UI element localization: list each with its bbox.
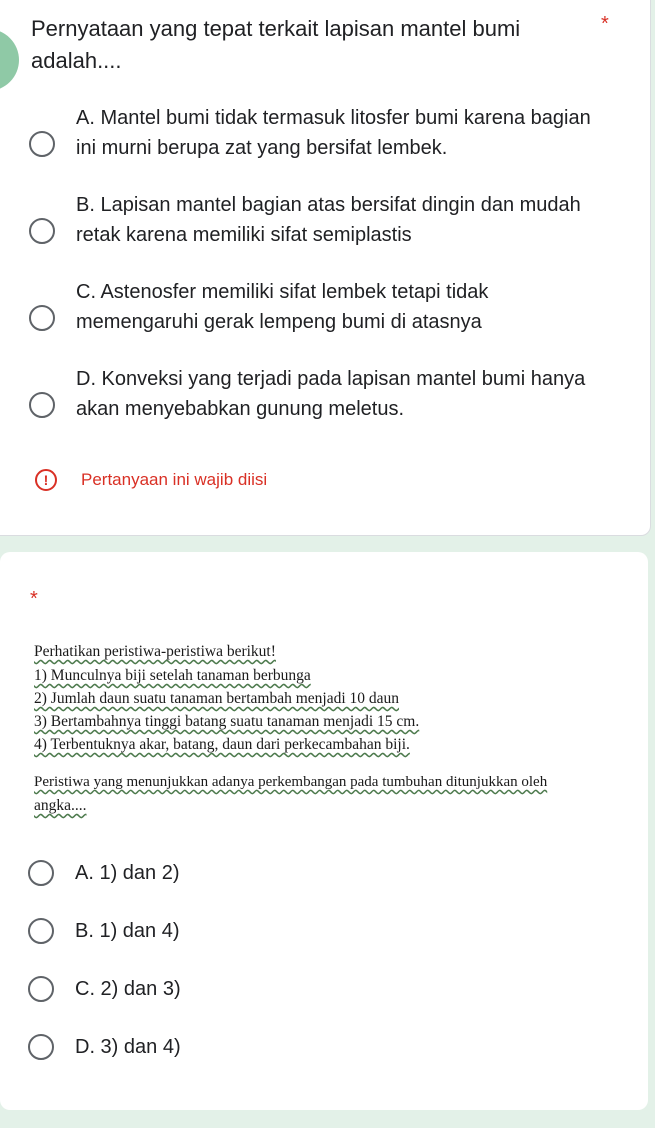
list-item: 1) Munculnya biji setelah tanaman berbunga (34, 667, 311, 684)
question-card-2 (0, 552, 648, 1110)
radio-button[interactable] (28, 918, 54, 944)
question-card-1 (0, 0, 651, 536)
option-label: A. 1) dan 2) (75, 862, 180, 884)
radio-button[interactable] (28, 860, 54, 886)
option-label: C. 2) dan 3) (75, 978, 181, 1000)
question-text-line2: angka.... (34, 797, 87, 814)
list-item: 4) Terbentuknya akar, batang, daun dari perkecambahan biji. (34, 736, 410, 753)
option-label: B. 1) dan 4) (75, 920, 180, 942)
radio-button[interactable] (28, 1034, 54, 1060)
option-label: B. Lapisan mantel bagian atas bersifat dingin dan mudah retak karena memiliki sifat semiplastis (76, 194, 581, 246)
question-intro: Perhatikan peristiwa-peristiwa berikut! (34, 643, 276, 660)
required-star: * (601, 13, 609, 35)
option-label: D. 3) dan 4) (75, 1036, 181, 1058)
required-error (35, 469, 267, 491)
error-icon: ! (35, 469, 57, 491)
question-text-line1: Peristiwa yang menunjukkan adanya perkembangan pada tumbuhan ditunjukkan oleh (34, 774, 548, 790)
radio-button[interactable] (28, 976, 54, 1002)
option-label: C. Astenosfer memiliki sifat lembek tetapi tidak memengaruhi gerak lempeng bumi di atasnya (76, 281, 489, 333)
active-question-indicator (0, 29, 19, 91)
required-message: Pertanyaan ini wajib diisi (81, 470, 268, 489)
radio-button[interactable] (29, 131, 55, 157)
question-title: Pernyataan yang tepat terkait lapisan mantel bumi adalah.... (31, 16, 521, 73)
option-label: D. Konveksi yang terjadi pada lapisan mantel bumi hanya akan menyebabkan gunung meletus. (76, 368, 586, 420)
list-item: 3) Bertambahnya tinggi batang suatu tanaman menjadi 15 cm. (34, 713, 420, 730)
required-star: * (30, 588, 38, 610)
option-label: A. Mantel bumi tidak termasuk litosfer bumi karena bagian ini murni berupa zat yang bersifat lembek. (76, 107, 591, 159)
radio-button[interactable] (29, 218, 55, 244)
radio-button[interactable] (29, 392, 55, 418)
radio-button[interactable] (29, 305, 55, 331)
list-item: 2) Jumlah daun suatu tanaman bertambah menjadi 10 daun (34, 690, 400, 707)
